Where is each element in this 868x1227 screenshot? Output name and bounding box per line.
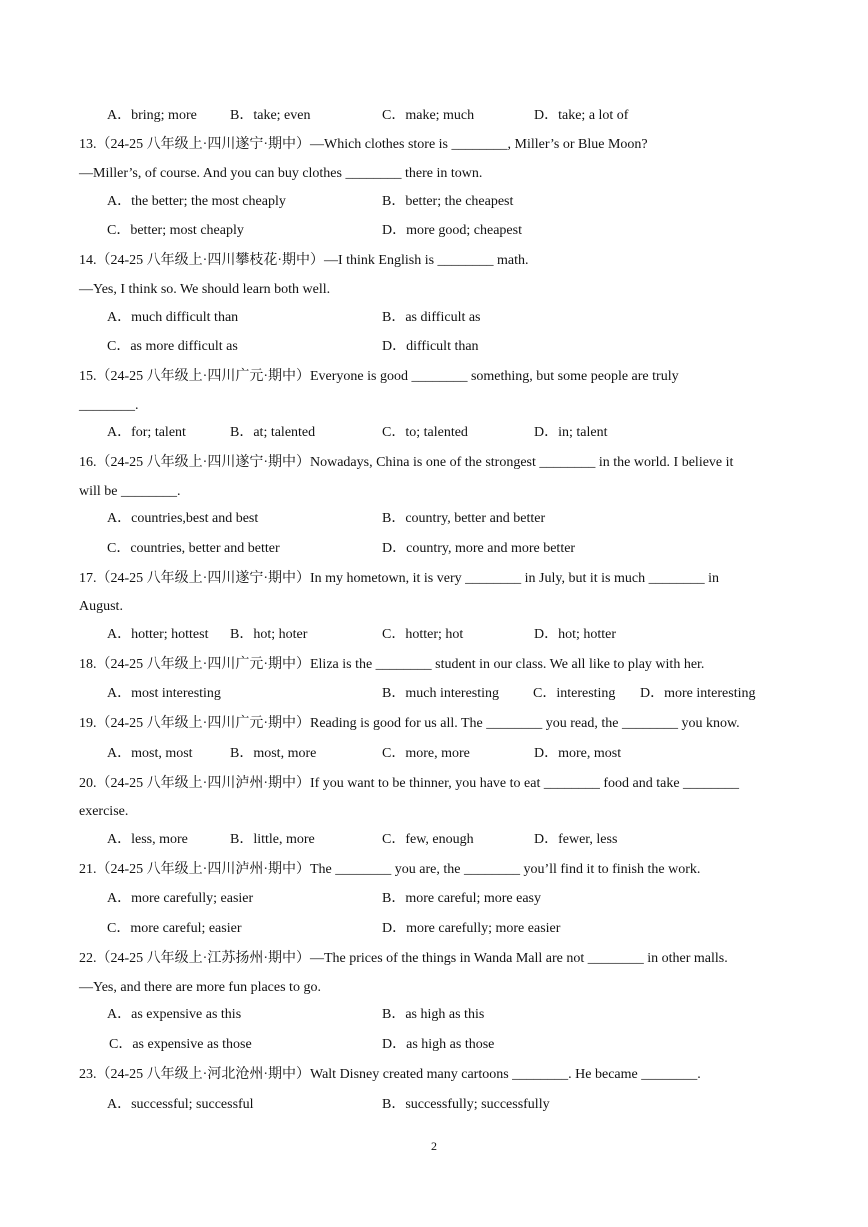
q18-option-c: C．interesting (533, 686, 616, 701)
q15-stem-line1: 15.（24-25 八年级上·四川广元·期中）Everyone is good ________ something, but some people are truly (79, 369, 679, 384)
q13-option-d: D．more good; cheapest (382, 223, 522, 238)
q18-stem-line1: 18.（24-25 八年级上·四川广元·期中）Eliza is the ________ student in our class. We all like to play with her. (79, 657, 705, 672)
q17-option-b: B．hot; hoter (230, 627, 308, 642)
q15-option-c: C．to; talented (382, 425, 468, 440)
q20-stem-line1: 20.（24-25 八年级上·四川泸州·期中）If you want to be thinner, you have to eat ________ food and take ________ (79, 776, 740, 791)
q18-option-b: B．much interesting (382, 686, 500, 701)
q20-stem-line2: exercise. (79, 804, 129, 819)
page-number: 2 (431, 1139, 437, 1153)
q18-option-d: D．more interesting (640, 686, 756, 701)
q16-option-d: D．country, more and more better (382, 541, 576, 556)
q22-option-c: C．as expensive as those (109, 1037, 252, 1052)
q23-stem-line1: 23.（24-25 八年级上·河北沧州·期中）Walt Disney created many cartoons ________. He became ________. (79, 1067, 701, 1082)
q17-option-c: C．hotter; hot (382, 627, 464, 642)
q22-stem-line1: 22.（24-25 八年级上·江苏扬州·期中）—The prices of the things in Wanda Mall are not ________ in other malls. (79, 951, 728, 966)
q18-option-a: A．most interesting (107, 686, 221, 701)
q12-option-c: C．make; much (382, 108, 475, 123)
q13-stem-line1: 13.（24-25 八年级上·四川遂宁·期中）—Which clothes store is ________, Miller’s or Blue Moon? (79, 137, 648, 152)
q14-option-d: D．difficult than (382, 339, 479, 354)
q19-option-a: A．most, most (107, 746, 193, 761)
q12-option-a: A．bring; more (107, 108, 197, 123)
q22-option-d: D．as high as those (382, 1037, 495, 1052)
q22-option-b: B．as high as this (382, 1007, 485, 1022)
q21-option-a: A．more carefully; easier (107, 891, 254, 906)
q14-option-b: B．as difficult as (382, 310, 481, 325)
q19-option-b: B．most, more (230, 746, 317, 761)
q13-option-c: C．better; most cheaply (107, 223, 244, 238)
q14-option-c: C．as more difficult as (107, 339, 238, 354)
q17-option-a: A．hotter; hottest (107, 627, 209, 642)
q12-option-d: D．take; a lot of (534, 108, 629, 123)
q15-stem-line2: ________. (79, 398, 139, 413)
q16-option-c: C．countries, better and better (107, 541, 280, 556)
q15-option-b: B．at; talented (230, 425, 316, 440)
q17-stem-line2: August. (79, 599, 123, 614)
q16-option-b: B．country, better and better (382, 511, 546, 526)
q13-stem-line2: —Miller’s, of course. And you can buy clothes ________ there in town. (79, 166, 483, 181)
q21-option-c: C．more careful; easier (107, 921, 242, 936)
q16-stem-line1: 16.（24-25 八年级上·四川遂宁·期中）Nowadays, China is one of the strongest ________ in the world. I believe it (79, 455, 734, 470)
q20-option-a: A．less, more (107, 832, 188, 847)
q14-stem-line1: 14.（24-25 八年级上·四川攀枝花·期中）—I think English is ________ math. (79, 253, 529, 268)
q16-stem-line2: will be ________. (79, 484, 181, 499)
q14-stem-line2: —Yes, I think so. We should learn both well. (79, 282, 331, 297)
q21-option-b: B．more careful; more easy (382, 891, 541, 906)
q17-stem-line1: 17.（24-25 八年级上·四川遂宁·期中）In my hometown, it is very ________ in July, but it is much ________ in (79, 571, 719, 586)
q13-option-b: B．better; the cheapest (382, 194, 514, 209)
q17-option-d: D．hot; hotter (534, 627, 617, 642)
q13-option-a: A．the better; the most cheaply (107, 194, 286, 209)
q20-option-c: C．few, enough (382, 832, 474, 847)
q22-option-a: A．as expensive as this (107, 1007, 242, 1022)
q15-option-a: A．for; talent (107, 425, 186, 440)
q12-option-b: B．take; even (230, 108, 311, 123)
q19-option-d: D．more, most (534, 746, 622, 761)
q21-stem-line1: 21.（24-25 八年级上·四川泸州·期中）The ________ you are, the ________ you’ll find it to finish the work. (79, 862, 701, 877)
q19-stem-line1: 19.（24-25 八年级上·四川广元·期中）Reading is good for us all. The ________ you read, the ________ you know. (79, 716, 740, 731)
q14-option-a: A．much difficult than (107, 310, 239, 325)
q22-stem-line2: —Yes, and there are more fun places to go. (79, 980, 321, 995)
q20-option-b: B．little, more (230, 832, 315, 847)
q21-option-d: D．more carefully; more easier (382, 921, 561, 936)
q20-option-d: D．fewer, less (534, 832, 618, 847)
q23-option-a: A．successful; successful (107, 1097, 254, 1112)
q15-option-d: D．in; talent (534, 425, 608, 440)
q23-option-b: B．successfully; successfully (382, 1097, 550, 1112)
q16-option-a: A．countries,best and best (107, 511, 259, 526)
q19-option-c: C．more, more (382, 746, 470, 761)
